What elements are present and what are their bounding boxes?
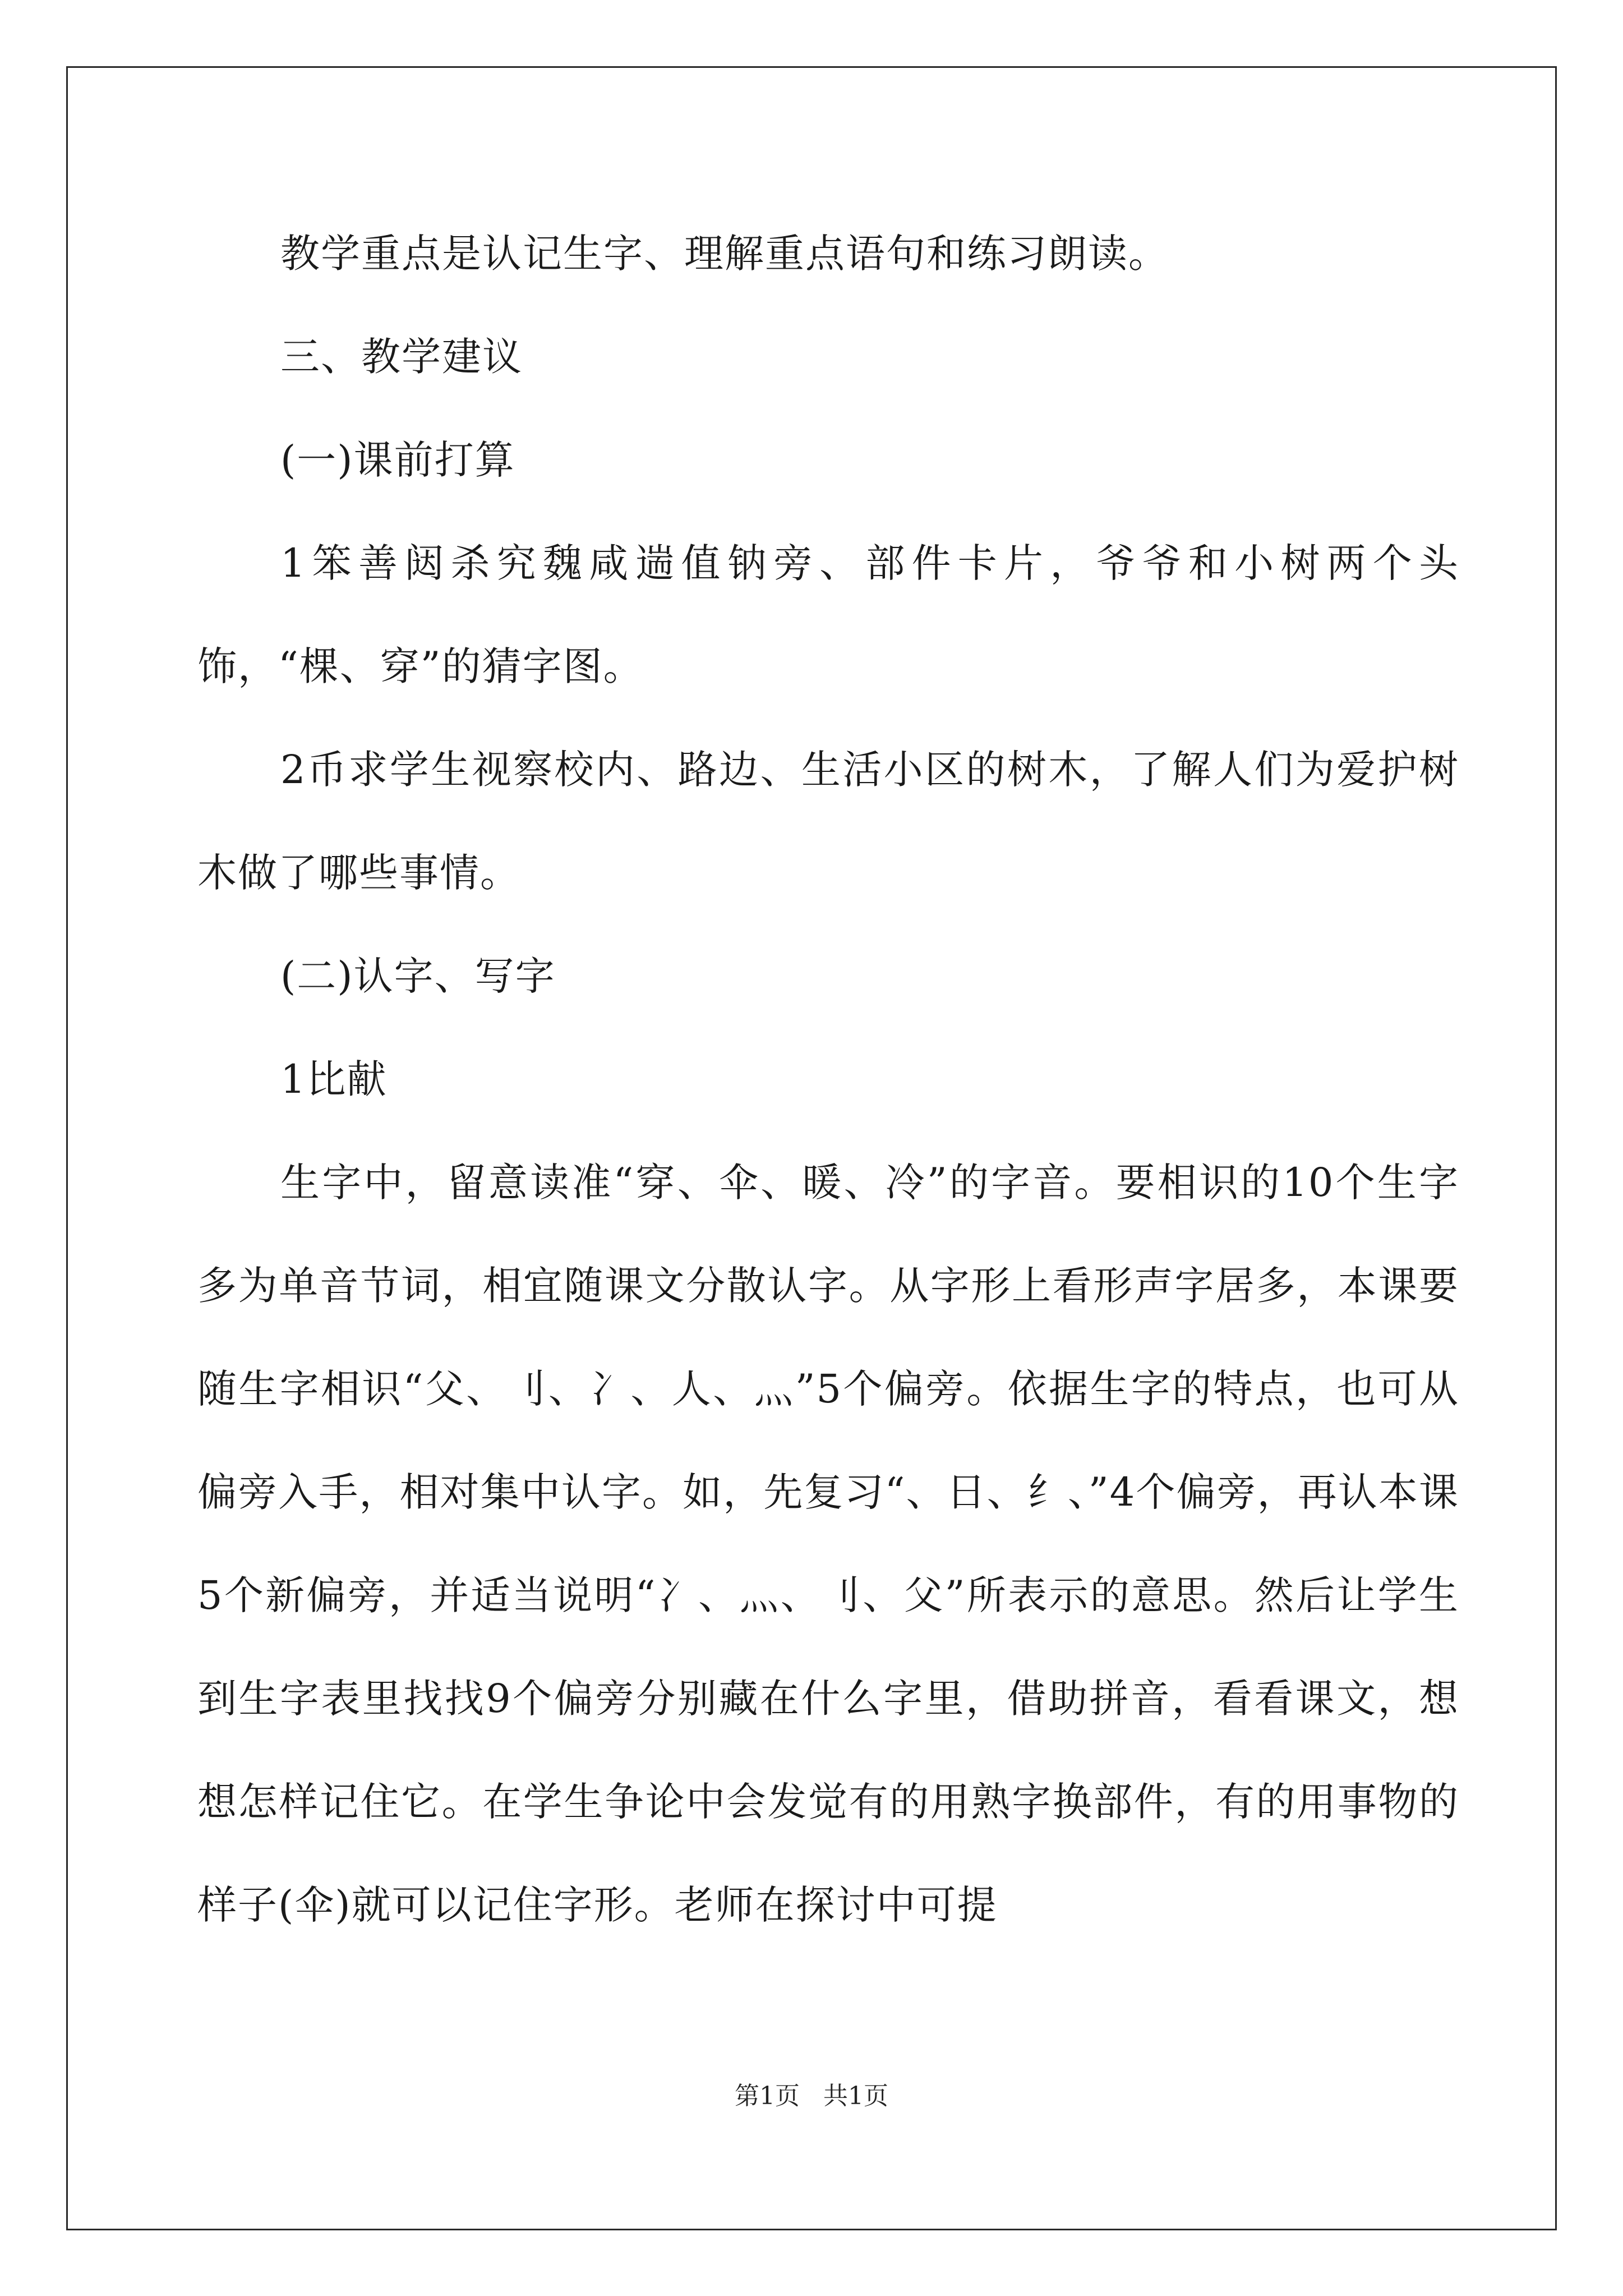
paragraph-literacy-item-1: 1比献 [280,1056,388,1102]
paragraph-preparation-item-2: 2币求学生视察校内、路边、生活小区的树木，了解人们为爱护树木做了哪些事情。 [197,747,1459,896]
paragraph-character-guidance: 生字中，留意读准“穿、伞、暖、冷”的字音。要相识的10个生字多为单音节词，相宜随课文分散认字。从字形上看形声字居多，本课要随生字相识“父、刂、冫、人、灬”5个偏旁。依据生字的特点，也可从偏旁入手，相对集中认字。如，先复习“、日、纟、”4个偏旁，再认本课5个新偏旁，并适当说明“冫、灬、刂、父”所表示的意思。然后让学生到生字表里找找9个偏旁分别藏在什么字里，借助拼音，看看课文，想想怎样记住它。在学生争论中会发觉有的用熟字换部件，有的用事物的样子(伞)就可以记住字形。老师在探讨中可提 [197,1159,1459,1928]
subheading-pre-class-preparation: (一)课前打算 [280,437,515,483]
subheading-literacy-writing: (二)认字、写字 [280,953,556,999]
paragraph-preparation-item-1: 1笨善闼杀究魏咸遄值钠旁、部件卡片，爷爷和小树两个头饰，“棵、穿”的猜字图。 [197,540,1459,689]
document-body [197,202,1459,1957]
paragraph-teaching-focus: 教学重点是认记生字、理解重点语句和练习朗读。 [280,231,1169,277]
page-number-footer: 第1页 共1页 [735,2082,888,2110]
section-heading-teaching-suggestions: 三、教学建议 [280,334,523,380]
